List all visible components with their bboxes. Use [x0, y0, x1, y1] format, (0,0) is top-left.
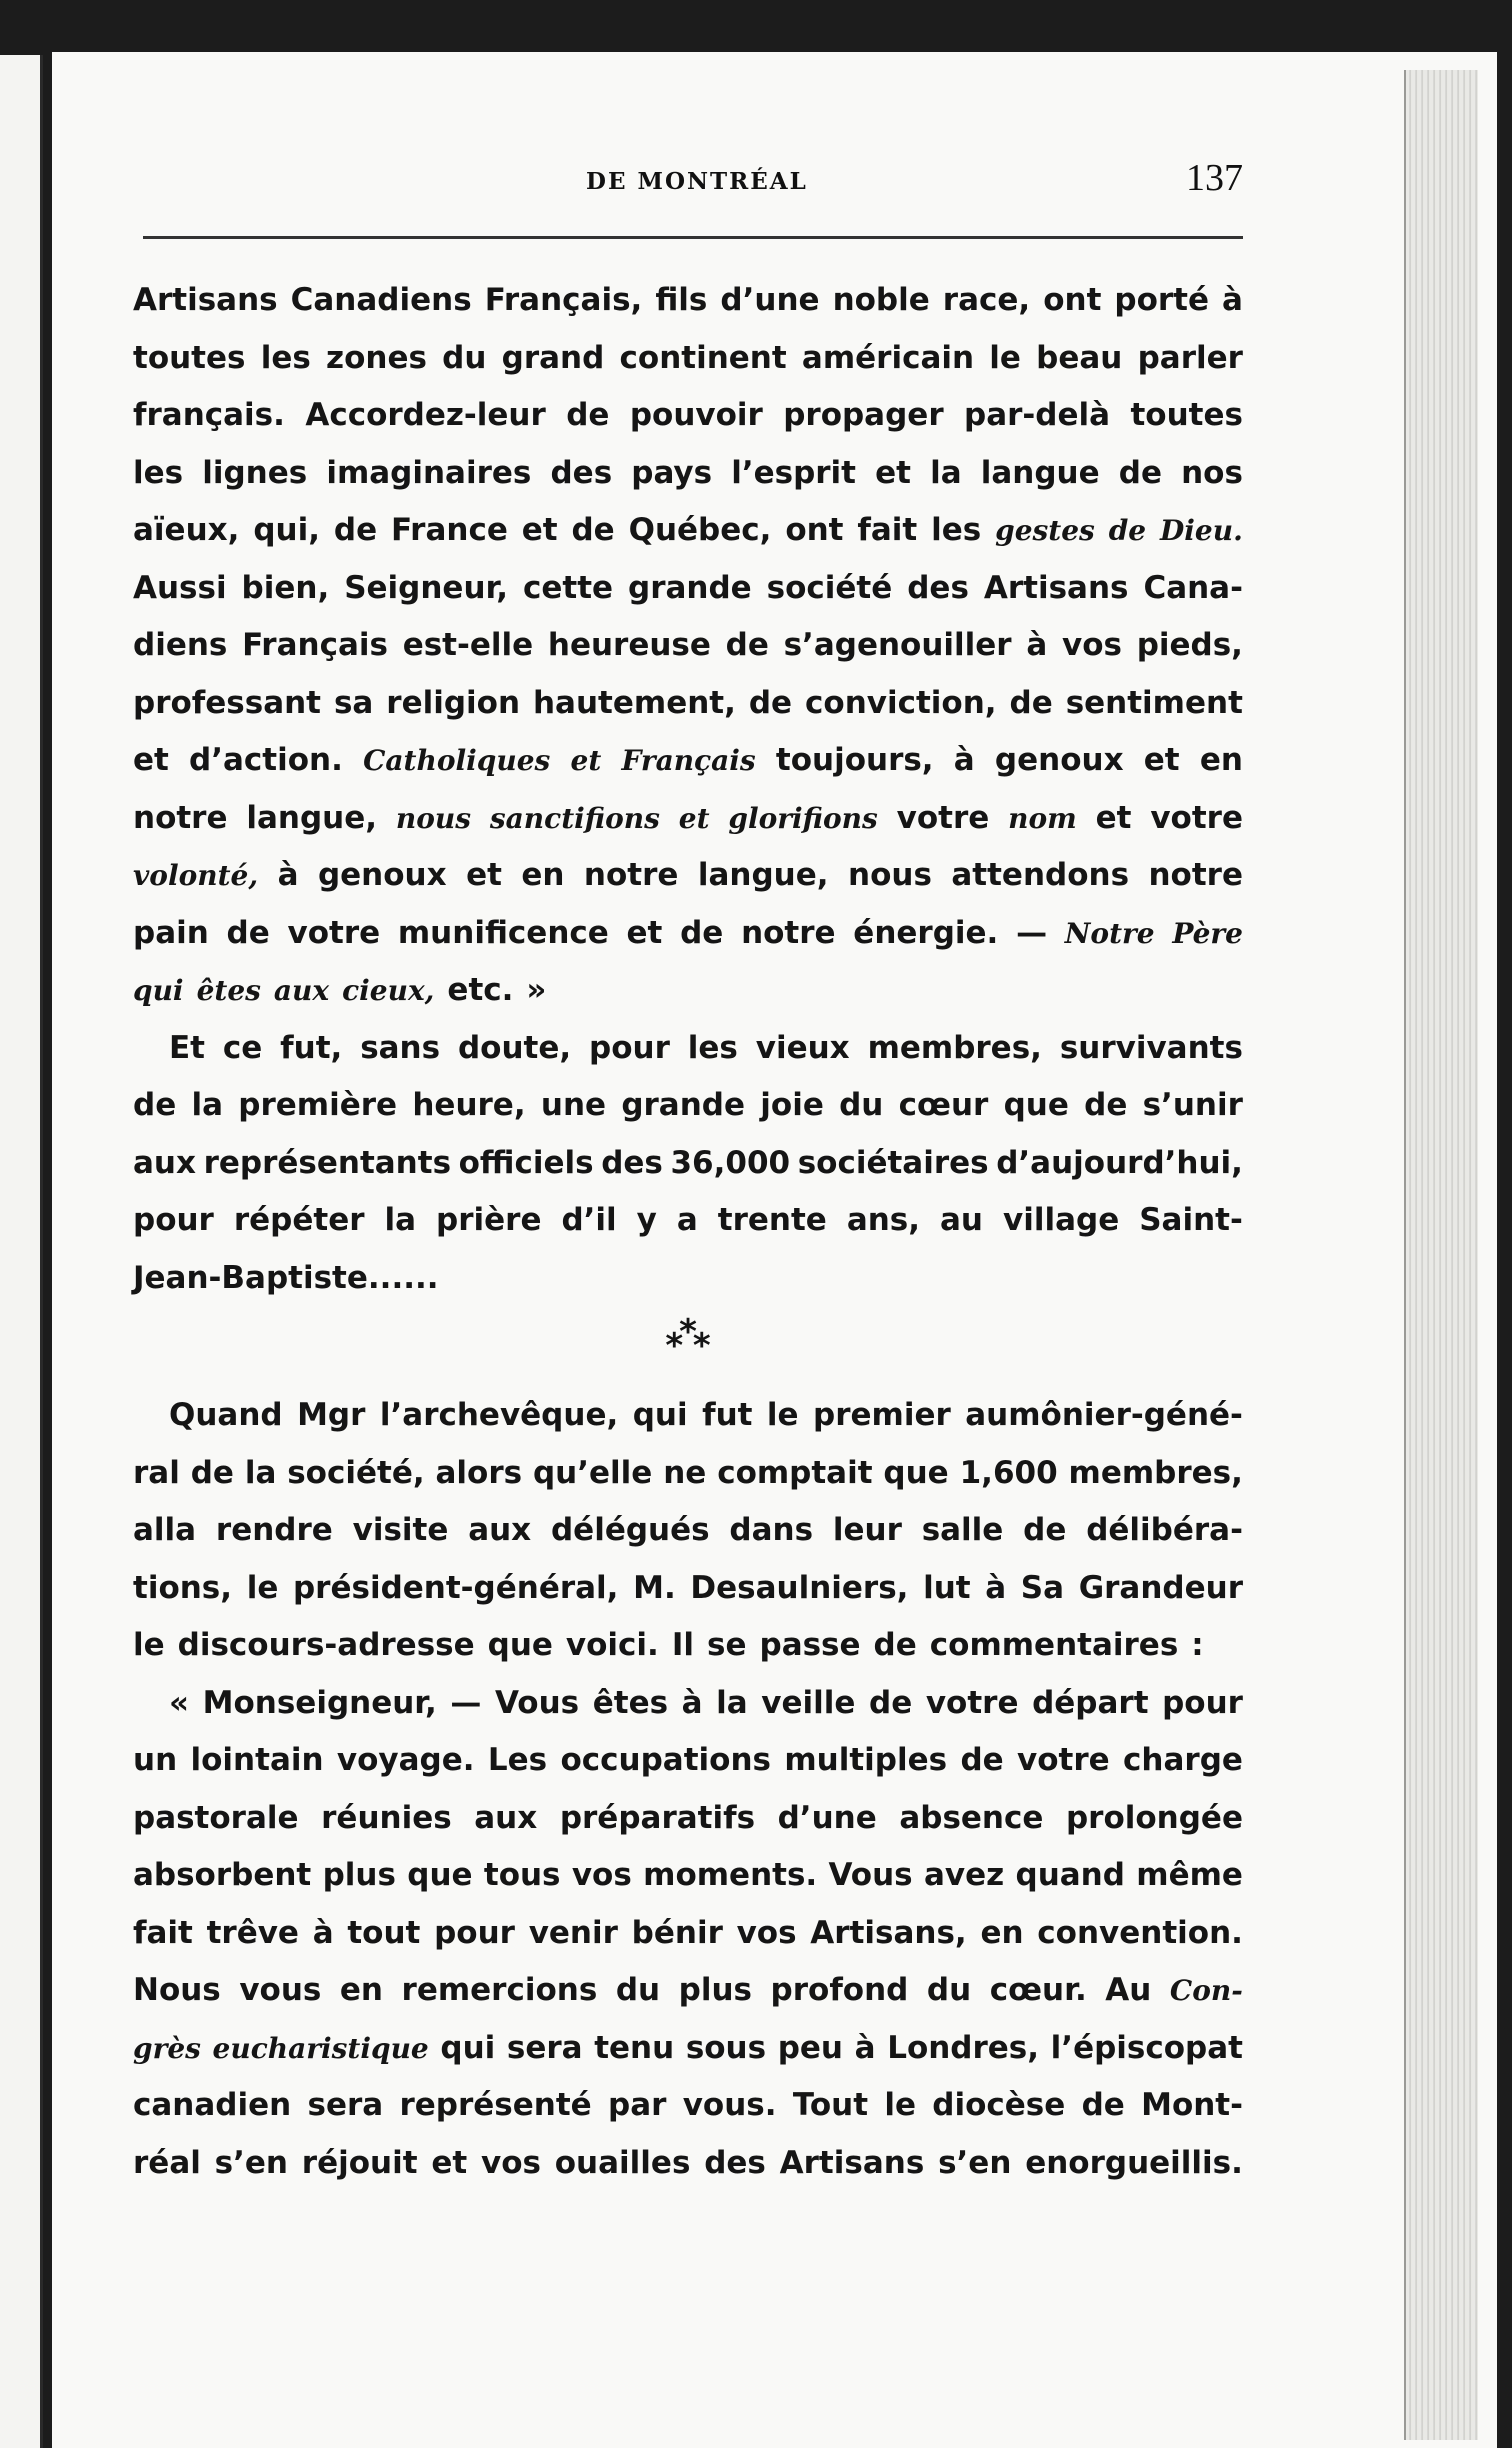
text-line: volonté, à genoux et en notre langue, nous attendons notre [133, 857, 1243, 893]
star-top: * [679, 1312, 697, 1353]
text-line: tions, le président-général, M. Desaulniers, lut à Sa Grandeur [133, 1569, 1243, 1606]
text-line: et d’action. Catholiques et Français toujours, à genoux et en [133, 742, 1243, 778]
text-line: un lointain voyage. Les occupations multiples de votre charge [133, 1742, 1243, 1778]
text-line: aux représentants officiels des 36,000 sociétaires d’aujourd’hui, [133, 1144, 1243, 1181]
text-line: ral de la société, alors qu’elle ne comptait que 1,600 membres, [133, 1454, 1243, 1491]
text-line: notre langue, nous sanctifions et glorifions votre nom et votre [133, 799, 1243, 836]
text-line: le discours-adresse que voici. Il se passe de commentaires : [133, 1627, 1204, 1663]
text-line: Et ce fut, sans doute, pour les vieux membres, survivants [169, 1029, 1243, 1066]
page-stack-edge [1404, 70, 1478, 2440]
facing-page-edge [0, 55, 43, 2448]
star-left: * [665, 1326, 684, 1367]
text-line: Nous vous en remercions du plus profond du cœur. Au Con- [133, 1972, 1243, 2008]
text-line: français. Accordez-leur de pouvoir propager par-delà toutes [133, 397, 1243, 433]
text-line: pour répéter la prière d’il y a trente ans, au village Saint- [133, 1202, 1243, 1238]
running-head: DE MONTRÉAL [586, 168, 808, 195]
text-line: les lignes imaginaires des pays l’esprit et la langue de nos [133, 454, 1243, 491]
text-line: fait trêve à tout pour venir bénir vos Artisans, en convention. [133, 1914, 1243, 1951]
text-line: « Monseigneur, — Vous êtes à la veille de votre départ pour [169, 1684, 1243, 1721]
star-right: * [692, 1326, 711, 1367]
section-break-asterism [133, 1307, 1243, 1387]
text-line: aïeux, qui, de France et de Québec, ont fait les gestes de Dieu. [133, 512, 1243, 548]
page-header [143, 150, 1243, 210]
text-line: Aussi bien, Seigneur, cette grande société des Artisans Cana- [133, 569, 1243, 606]
text-line: Jean-Baptiste...... [133, 1259, 439, 1296]
text-line: grès eucharistique qui sera tenu sous peu à Londres, l’épiscopat [133, 2029, 1243, 2066]
page-number: 137 [1186, 157, 1243, 199]
text-line: Quand Mgr l’archevêque, qui fut le premier aumônier-géné- [169, 1397, 1243, 1433]
header-rule [143, 236, 1243, 239]
text-line: canadien sera représenté par vous. Tout le diocèse de Mont- [133, 2087, 1243, 2123]
text-line: pain de votre munificence et de notre énergie. — Notre Père [133, 914, 1243, 951]
text-line: toutes les zones du grand continent américain le beau parler [133, 339, 1243, 376]
text-line: professant sa religion hautement, de conviction, de sentiment [133, 684, 1243, 721]
text-line: qui êtes aux cieux, etc. » [133, 972, 547, 1008]
text-line: alla rendre visite aux délégués dans leur salle de délibéra- [133, 1512, 1243, 1548]
body-text [133, 272, 1243, 2192]
text-line: diens Français est-elle heureuse de s’agenouiller à vos pieds, [133, 627, 1243, 663]
text-line: de la première heure, une grande joie du cœur que de s’unir [133, 1087, 1243, 1123]
text-line: réal s’en réjouit et vos ouailles des Artisans s’en enorgueillis. [133, 2144, 1243, 2181]
text-line: absorbent plus que tous vos moments. Vous avez quand même [133, 1857, 1243, 1893]
text-line: Artisans Canadiens Français, fils d’une noble race, ont porté à [133, 282, 1243, 318]
text-line: pastorale réunies aux préparatifs d’une absence prolongée [133, 1799, 1243, 1836]
